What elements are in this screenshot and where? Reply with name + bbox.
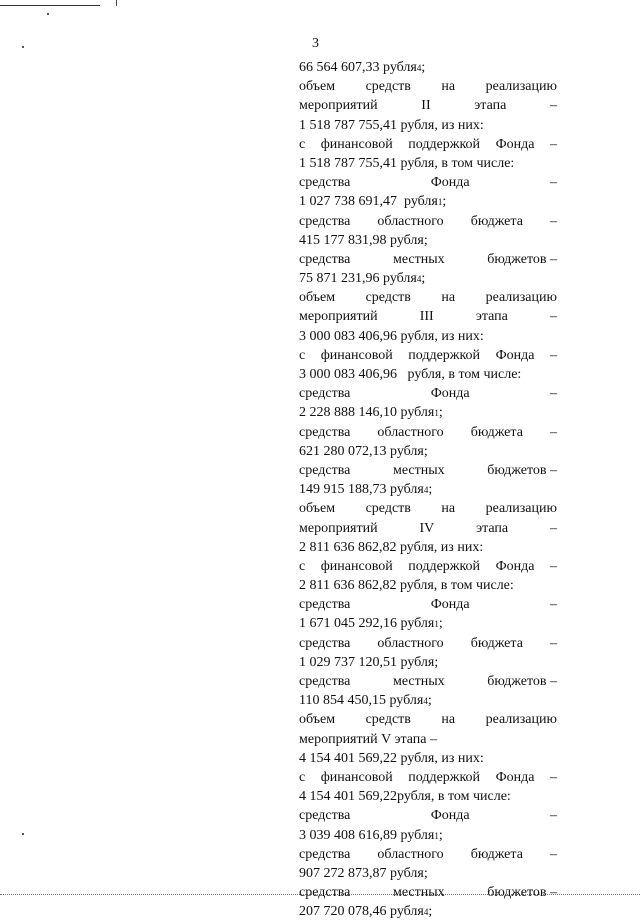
text-word: средств [365, 501, 411, 517]
text-word: на [441, 79, 456, 95]
text-line [299, 307, 557, 326]
text-word: финансовой [320, 558, 393, 574]
text-line [299, 365, 557, 384]
text-word: Фонда [430, 386, 470, 402]
scan-edge-tick [116, 0, 117, 6]
text-word: Фонда [495, 347, 535, 363]
text-word: на [441, 290, 456, 306]
text-line [299, 327, 557, 346]
text-line: 66 564 607,33 рубля 4 ; [299, 58, 557, 77]
text-segment: 1 518 787 755,41 рубля, из них: [299, 117, 484, 133]
text-line: 3 039 408 616,89 рубля 1 ; [299, 826, 557, 845]
text-line [299, 288, 557, 307]
text-word: – [549, 136, 557, 152]
text-word: – [549, 635, 557, 651]
text-word: поддержкой [408, 136, 481, 152]
scan-speck [47, 13, 49, 15]
text-word: средств [365, 79, 411, 95]
text-line [299, 730, 557, 749]
text-word: областного [377, 846, 444, 862]
text-word: средств [365, 290, 411, 306]
text-punctuation: ; [438, 616, 443, 632]
text-line [299, 212, 557, 231]
page-number: 3 [312, 36, 319, 51]
text-line [299, 423, 557, 442]
text-word: поддержкой [408, 558, 481, 574]
text-word: – [549, 846, 557, 862]
text-word: финансовой [320, 347, 393, 363]
text-word: средства [299, 386, 351, 402]
text-word: местных [392, 462, 445, 478]
text-word: бюджета [470, 846, 523, 862]
text-line [299, 806, 557, 825]
text-word: областного [377, 635, 444, 651]
text-word: на [441, 712, 456, 728]
text-word: бюджета [470, 213, 523, 229]
text-line [299, 519, 557, 538]
text-punctuation: ; [427, 693, 432, 709]
text-word: Фонда [430, 175, 470, 191]
text-punctuation: ; [421, 271, 426, 287]
text-word: средства [299, 251, 351, 267]
text-word: с [299, 558, 306, 574]
text-word: мероприятий [299, 98, 378, 114]
text-segment: 3 039 408 616,89 рубля [299, 827, 435, 843]
text-line [299, 538, 557, 557]
text-word: бюджетов – [487, 462, 557, 478]
text-line [299, 77, 557, 96]
text-punctuation: ; [421, 60, 426, 75]
text-line: 75 871 231,96 рубля 4 ; [299, 269, 557, 288]
text-punctuation: ; [428, 904, 433, 920]
text-word: Фонда [430, 808, 470, 824]
body-text-column [299, 58, 557, 921]
scan-speck [22, 833, 24, 835]
text-segment: 149 915 188,73 рубля [299, 482, 424, 498]
text-word: средства [299, 175, 351, 191]
text-word: – [549, 309, 557, 325]
text-line [299, 231, 557, 250]
text-word: – [549, 520, 557, 536]
text-word: – [549, 558, 557, 574]
text-segment: 1 518 787 755,41 рубля, в том числе: [299, 155, 515, 171]
text-word: – [549, 175, 557, 191]
text-punctuation: ; [428, 482, 433, 498]
text-word: бюджетов – [487, 885, 557, 901]
text-segment: 3 000 083 406,96 рубля, в том числе: [299, 367, 522, 382]
text-word: областного [377, 213, 444, 229]
text-segment: 4 154 401 569,22 рубля, из них: [299, 750, 484, 766]
text-line: 110 854 450,15 рубля 4 ; [299, 691, 557, 710]
text-word: – [549, 386, 557, 402]
text-segment: 66 564 607,33 рубля [299, 60, 417, 75]
text-word: финансовой [320, 769, 393, 785]
text-word: средства [299, 213, 351, 229]
text-word: поддержкой [408, 769, 481, 785]
text-line [299, 845, 557, 864]
text-word: этапа [476, 520, 509, 536]
text-word: областного [377, 424, 444, 440]
text-word: бюджетов – [487, 674, 557, 689]
text-word: IV [419, 520, 435, 536]
text-word: с [299, 347, 306, 363]
text-line [299, 442, 557, 461]
text-word: поддержкой [408, 347, 481, 363]
text-punctuation: ; [438, 405, 443, 421]
text-word: III [419, 309, 434, 325]
text-segment: 1 027 738 691,47 рубля [299, 194, 438, 210]
text-line: 1 027 738 691,47 рубля 1 ; [299, 192, 557, 211]
text-line [299, 672, 557, 691]
text-line [299, 499, 557, 518]
text-word: реализацию [485, 290, 557, 306]
text-segment: 907 272 873,87 рубля; [299, 865, 428, 881]
text-line [299, 346, 557, 365]
text-word: средства [299, 674, 351, 689]
text-segment: 2 811 636 862,82 рубля, из них: [299, 539, 484, 555]
text-segment: 4 154 401 569,22рубля, в том числе: [299, 789, 511, 805]
text-line [299, 883, 557, 902]
text-word: – [549, 769, 557, 785]
text-punctuation: ; [438, 827, 443, 843]
text-line [299, 864, 557, 883]
text-word: средства [299, 597, 351, 613]
text-word: местных [392, 674, 445, 689]
text-word: средства [299, 885, 351, 901]
text-word: бюджета [470, 424, 523, 440]
text-word: средства [299, 424, 351, 440]
text-word: с [299, 136, 306, 152]
text-line [299, 384, 557, 403]
text-line [299, 557, 557, 576]
text-segment: 621 280 072,13 рубля; [299, 443, 428, 459]
text-word: – [549, 213, 557, 229]
text-word: средства [299, 462, 351, 478]
text-word: Фонда [495, 136, 535, 152]
text-segment: 3 000 083 406,96 рубля, из них: [299, 328, 484, 344]
text-word: реализацию [485, 712, 557, 728]
text-word: – [550, 98, 557, 114]
text-line [299, 653, 557, 672]
text-word: средств [365, 712, 411, 728]
text-segment: 1 029 737 120,51 рубля; [299, 654, 439, 670]
text-line [299, 595, 557, 614]
text-punctuation: ; [442, 194, 447, 210]
text-word: II [421, 98, 431, 114]
text-line [299, 710, 557, 729]
text-word: средства [299, 635, 351, 651]
text-word: Фонда [495, 558, 535, 574]
text-word: Фонда [430, 597, 470, 613]
scan-edge-line [0, 5, 100, 6]
text-word: бюджетов – [487, 251, 557, 267]
text-word: – [549, 808, 557, 824]
text-word: с [299, 769, 306, 785]
text-segment: 2 811 636 862,82 рубля, в том числе: [299, 578, 514, 594]
text-line: 149 915 188,73 рубля 4 ; [299, 480, 557, 499]
scan-speck [22, 46, 24, 48]
text-line: 1 671 045 292,16 рубля 1 ; [299, 614, 557, 633]
text-line [299, 116, 557, 135]
text-word: реализацию [485, 501, 557, 517]
text-line [299, 576, 557, 595]
text-word: реализацию [485, 79, 557, 95]
text-line [299, 96, 557, 115]
text-word: объем [299, 501, 336, 517]
text-word: средства [299, 846, 351, 862]
text-segment: 75 871 231,96 рубля [299, 271, 417, 287]
text-word: – [549, 597, 557, 613]
text-segment: 2 228 888 146,10 рубля [299, 405, 435, 421]
text-segment: 207 720 078,46 рубля [299, 904, 424, 920]
text-word: бюджета [470, 635, 523, 651]
text-line [299, 749, 557, 768]
text-line [299, 634, 557, 653]
text-word: местных [392, 251, 445, 267]
text-word: – [549, 347, 557, 363]
text-segment: мероприятий V этапа – [299, 731, 437, 747]
text-word: мероприятий [299, 520, 378, 536]
text-line [299, 154, 557, 173]
text-segment: 110 854 450,15 рубля [299, 693, 424, 709]
text-word: – [549, 424, 557, 440]
text-segment: 415 177 831,98 рубля; [299, 232, 428, 248]
text-word: мероприятий [299, 309, 378, 325]
text-segment: 1 671 045 292,16 рубля [299, 616, 435, 632]
text-word: этапа [474, 98, 507, 114]
text-word: объем [299, 79, 336, 95]
text-line [299, 787, 557, 806]
text-line: 207 720 078,46 рубля 4 ; [299, 902, 557, 921]
text-line [299, 250, 557, 269]
text-word: средства [299, 808, 351, 824]
text-word: Фонда [495, 769, 535, 785]
text-word: объем [299, 290, 336, 306]
text-line [299, 461, 557, 480]
text-word: местных [392, 885, 445, 901]
text-word: этапа [475, 309, 508, 325]
text-word: на [441, 501, 456, 517]
text-line [299, 135, 557, 154]
text-line: 2 228 888 146,10 рубля 1 ; [299, 403, 557, 422]
text-line [299, 768, 557, 787]
text-word: финансовой [320, 136, 393, 152]
text-word: объем [299, 712, 336, 728]
text-line [299, 173, 557, 192]
